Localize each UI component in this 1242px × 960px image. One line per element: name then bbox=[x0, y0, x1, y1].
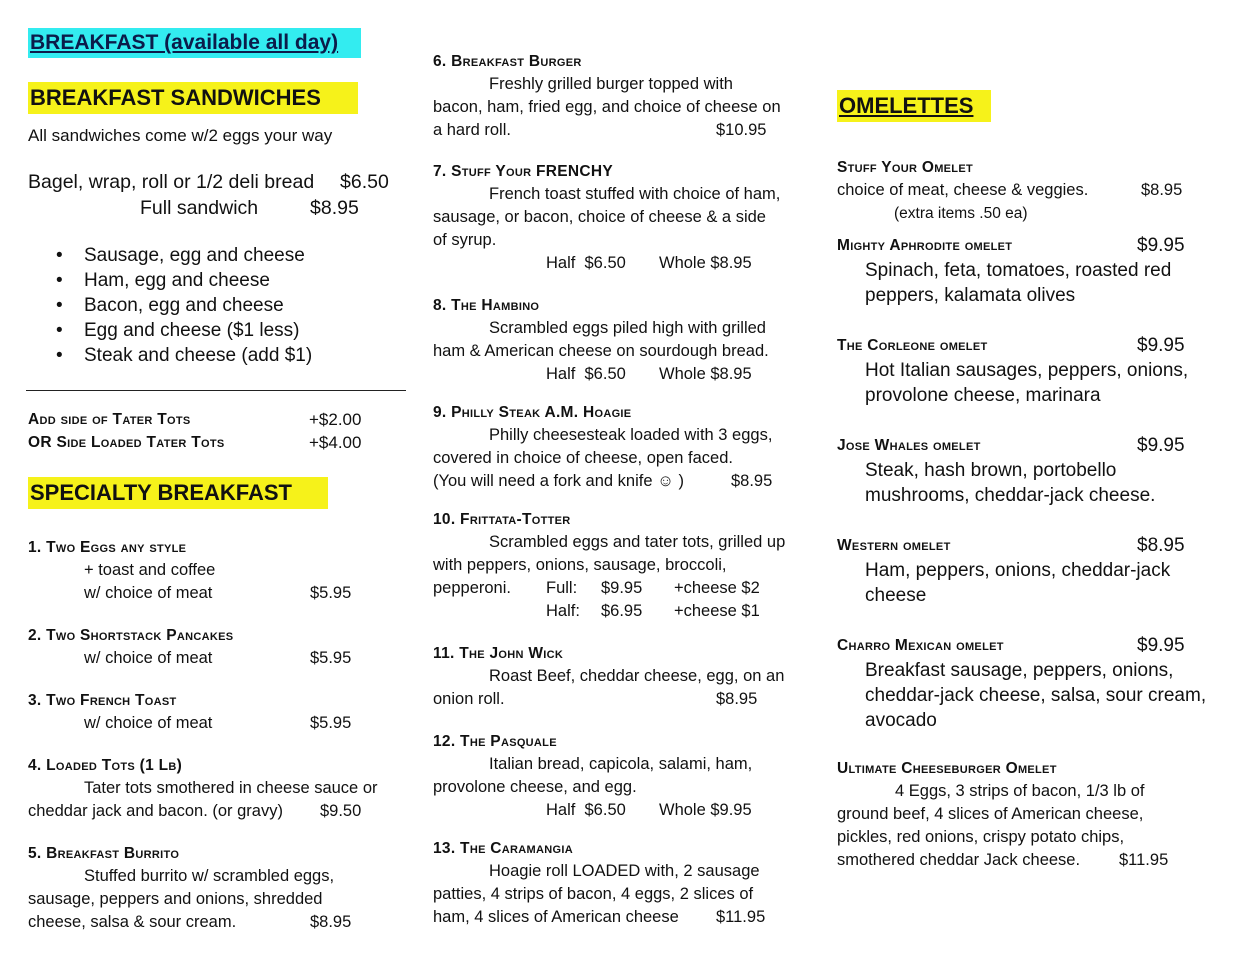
sandwich-list bbox=[28, 243, 388, 368]
menu-item-7: 7. Stuff Your FRENCHY French toast stuffed with choice of ham, sausage, or bacon, choice of cheese & a side of syrup. Half $6.50 Whole $8.95 bbox=[433, 163, 781, 272]
bullet-icon: • bbox=[56, 245, 63, 266]
omelet-item-2: The Corleone omelet $9.95 Hot Italian sausages, peppers, onions, provolone cheese, marinara bbox=[837, 335, 1189, 406]
breakfast-header: BREAKFAST (available all day) bbox=[28, 28, 361, 58]
menu-item-12: 12. The Pasquale Italian bread, capicola, salami, ham, provolone cheese, and egg. Half $6.50 Whole $9.95 bbox=[433, 733, 753, 819]
bullet-icon: • bbox=[56, 270, 63, 291]
sandwich-option-1 bbox=[28, 169, 403, 195]
sandwiches-note: All sandwiches come w/2 eggs your way bbox=[28, 126, 333, 145]
list-item: • Egg and cheese ($1 less) bbox=[56, 320, 300, 341]
bullet-icon: • bbox=[56, 295, 63, 316]
option-label: Bagel, wrap, roll or 1/2 deli bread bbox=[28, 171, 315, 193]
list-item: • Bacon, egg and cheese bbox=[56, 295, 284, 316]
side-row-1: Add side of Tater Tots +$2.00 bbox=[28, 410, 362, 429]
specialty-item-4: 4. Loaded Tots (1 Lb) Tater tots smothered in cheese sauce or cheddar jack and bacon. (or gravy) $9.50 bbox=[28, 757, 378, 820]
specialty-item-1: 1. Two Eggs any style + toast and coffee w/ choice of meat $5.95 bbox=[28, 539, 352, 602]
menu-item-10: 10. Frittata-Totter Scrambled eggs and tater tots, grilled up with peppers, onions, sausage, broccoli, pepperoni. Full: $9.95 +cheese $2 Half: $6.95 +cheese $1 bbox=[433, 511, 786, 620]
option-label: Full sandwich bbox=[140, 197, 259, 219]
omelet-item-4: Western omelet $8.95 Ham, peppers, onions, cheddar-jack cheese bbox=[837, 535, 1185, 606]
ultimate-cheeseburger-omelet: Ultimate Cheeseburger Omelet 4 Eggs, 3 strips of bacon, 1/3 lb of ground beef, 4 slices of American cheese, pickles, red onions, crispy potato chips, smothered cheddar Jack cheese. $11.95 bbox=[837, 760, 1169, 869]
specialty-title: SPECIALTY BREAKFAST bbox=[28, 477, 328, 509]
menu-item-9: 9. Philly Steak A.M. Hoagie Philly cheesesteak loaded with 3 eggs, covered in choice of cheese, open faced. (You will need a fork and knife ☺ ) $8.95 bbox=[433, 404, 773, 490]
option-price: $6.50 bbox=[340, 171, 389, 193]
sandwiches-title: BREAKFAST SANDWICHES bbox=[28, 82, 358, 114]
list-item: • Sausage, egg and cheese bbox=[56, 245, 305, 266]
menu-item-13: 13. The Caramangia Hoagie roll LOADED with, 2 sausage patties, 4 strips of bacon, 4 eggs, 2 slices of ham, 4 slices of American cheese $11.95 bbox=[433, 840, 766, 926]
omelet-item-1: Mighty Aphrodite omelet $9.95 Spinach, feta, tomatoes, roasted red peppers, kalamata olives bbox=[837, 235, 1185, 306]
stuff-your-omelet: Stuff Your Omelet choice of meat, cheese & veggies. $8.95 (extra items .50 ea) bbox=[837, 159, 1183, 222]
specialty-item-2: 2. Two Shortstack Pancakes w/ choice of meat $5.95 bbox=[28, 627, 352, 667]
omelettes-title: OMELETTES bbox=[837, 90, 991, 122]
omelet-item-3: Jose Whales omelet $9.95 Steak, hash brown, portobello mushrooms, cheddar-jack cheese. bbox=[837, 435, 1185, 506]
list-item: • Ham, egg and cheese bbox=[56, 270, 270, 291]
specialty-item-5: 5. Breakfast Burrito Stuffed burrito w/ scrambled eggs, sausage, peppers and onions, shredded cheese, salsa & sour cream. $8.95 bbox=[28, 845, 352, 931]
side-row-2: OR Side Loaded Tater Tots +$4.00 bbox=[28, 433, 362, 452]
menu-item-6: 6. Breakfast Burger Freshly grilled burger topped with bacon, ham, fried egg, and choice of cheese on a hard roll. $10.95 bbox=[433, 53, 781, 139]
option-price: $8.95 bbox=[310, 197, 359, 219]
divider bbox=[26, 390, 406, 391]
specialty-item-3: 3. Two French Toast w/ choice of meat $5.95 bbox=[28, 692, 352, 732]
menu-item-11: 11. The John Wick Roast Beef, cheddar cheese, egg, on an onion roll. $8.95 bbox=[433, 645, 785, 708]
list-item: • Steak and cheese (add $1) bbox=[56, 345, 313, 366]
bullet-icon: • bbox=[56, 320, 63, 341]
omelet-item-5: Charro Mexican omelet $9.95 Breakfast sausage, peppers, onions, cheddar-jack cheese, salsa, sour cream, avocado bbox=[837, 635, 1207, 731]
sandwich-option-2 bbox=[140, 195, 400, 221]
menu-item-8: 8. The Hambino Scrambled eggs piled high with grilled ham & American cheese on sourdough bread. Half $6.50 Whole $8.95 bbox=[433, 297, 769, 383]
bullet-icon: • bbox=[56, 345, 63, 366]
